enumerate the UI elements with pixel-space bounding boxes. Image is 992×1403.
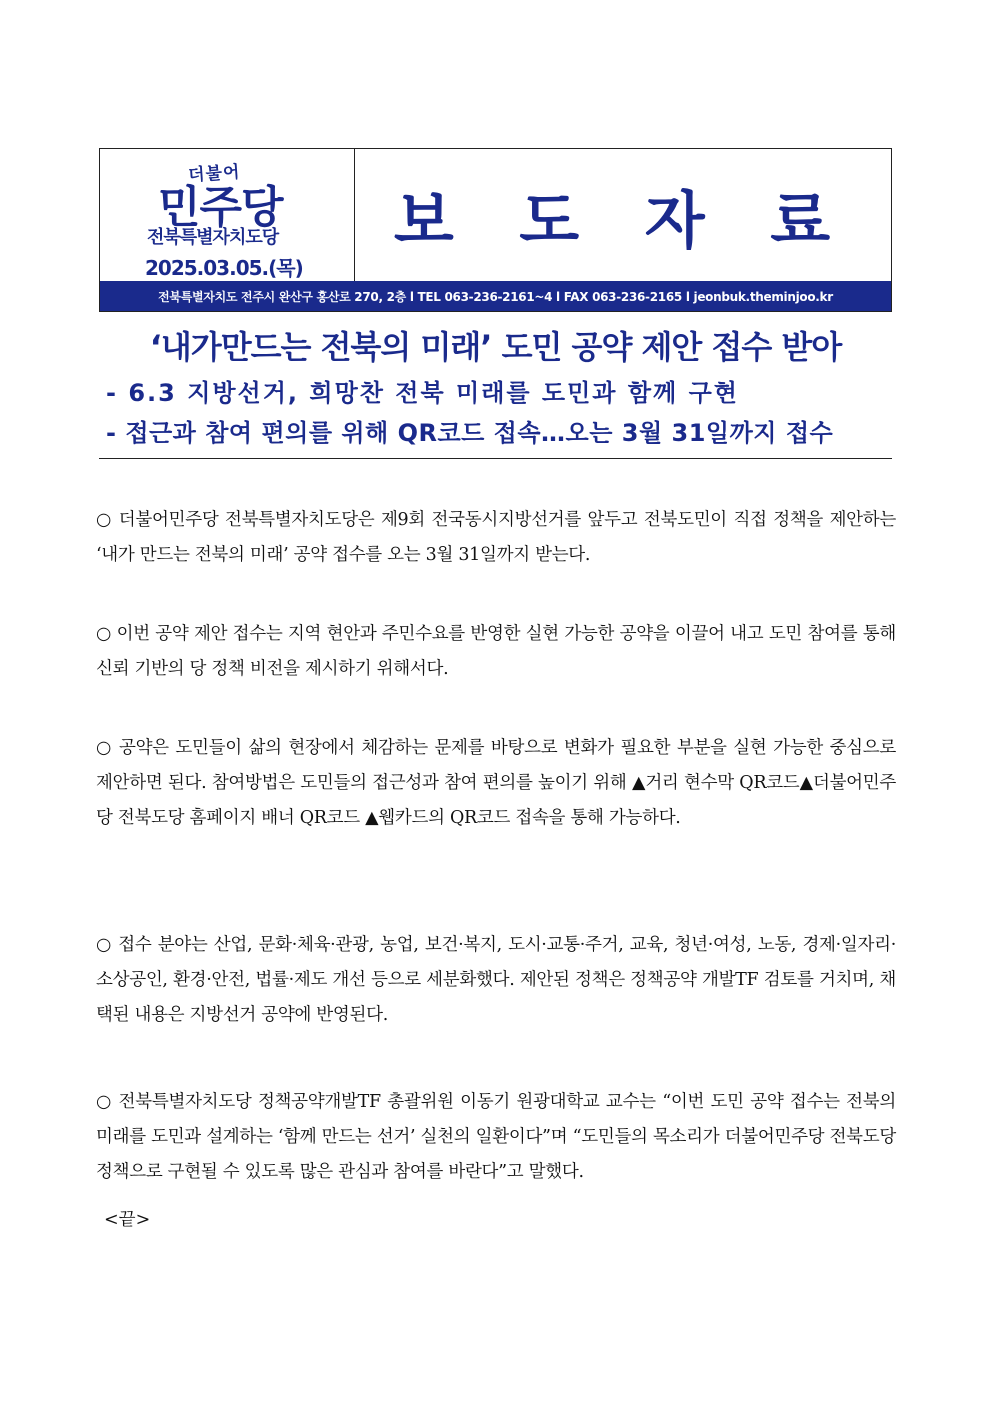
release-date: 2025.03.05.(목): [145, 256, 303, 280]
logo-main-text: 민주당: [158, 182, 283, 233]
body-paragraph-2: ○ 이번 공약 제안 접수는 지역 현안과 주민수요를 반영한 실현 가능한 공약을 이끌어 내고 도민 참여를 통해 신뢰 기반의 당 정책 비전을 제시하기 위해서다.: [96, 624, 896, 679]
title-divider: [99, 458, 892, 459]
subheadline-1: - 6.3 지방선거, 희망찬 전북 미래를 도민과 함께 구현: [106, 379, 739, 407]
party-logo: [100, 149, 355, 281]
end-mark: <끝>: [104, 1210, 151, 1230]
body-paragraph-1: ○ 더불어민주당 전북특별자치도당은 제9회 전국동시지방선거를 앞두고 전북도민이 직접 정책을 제안하는 ‘내가 만드는 전북의 미래’ 공약 접수를 오는 3월 31일까지 받는다.: [96, 510, 896, 565]
logo-small-text: 더불어: [187, 162, 242, 186]
contact-info-bar: 전북특별자치도 전주시 완산구 홍산로 270, 2층 l TEL 063-236-2161~4 l FAX 063-236-2165 l jeonbuk.theminjoo.kr: [100, 281, 891, 311]
document-type-title: 보 도 자 료: [393, 183, 853, 257]
body-paragraph-4: ○ 접수 분야는 산업, 문화·체육·관광, 농업, 보건·복지, 도시·교통·주거, 교육, 청년·여성, 노동, 경제·일자리·소상공인, 환경·안전, 법률·제도 개선 등으로 세분화했다. 제안된 정책은 정책공약 개발TF 검토를 거치며, 채택된 내용은 지방선거 공약에 반영된다.: [96, 935, 896, 1025]
body-paragraph-3: ○ 공약은 도민들이 삶의 현장에서 체감하는 문제를 바탕으로 변화가 필요한 부분을 실현 가능한 중심으로 제안하면 된다. 참여방법은 도민들의 접근성과 참여 편의를 높이기 위해 ▲거리 현수막 QR코드▲더불어민주당 전북도당 홈페이지 배너 QR코드 ▲웹카드의 QR코드 접속을 통해 가능하다.: [96, 738, 896, 828]
subheadline-2: - 접근과 참여 편의를 위해 QR코드 접속…오는 3월 31일까지 접수: [106, 419, 834, 447]
body-paragraph-5: ○ 전북특별자치도당 정책공약개발TF 총괄위원 이동기 원광대학교 교수는 “이번 도민 공약 접수는 전북의 미래를 도민과 설계하는 ‘함께 만드는 선거’ 실천의 일환이다”며 “도민들의 목소리가 더불어민주당 전북도당 정책으로 구현될 수 있도록 많은 관심과 참여를 바란다”고 말했다.: [96, 1092, 896, 1182]
press-release-header: [99, 148, 892, 312]
logo-region-text: 전북특별자치도당: [147, 227, 279, 248]
headline: ‘내가만드는 전북의 미래’ 도민 공약 제안 접수 받아: [149, 328, 842, 366]
